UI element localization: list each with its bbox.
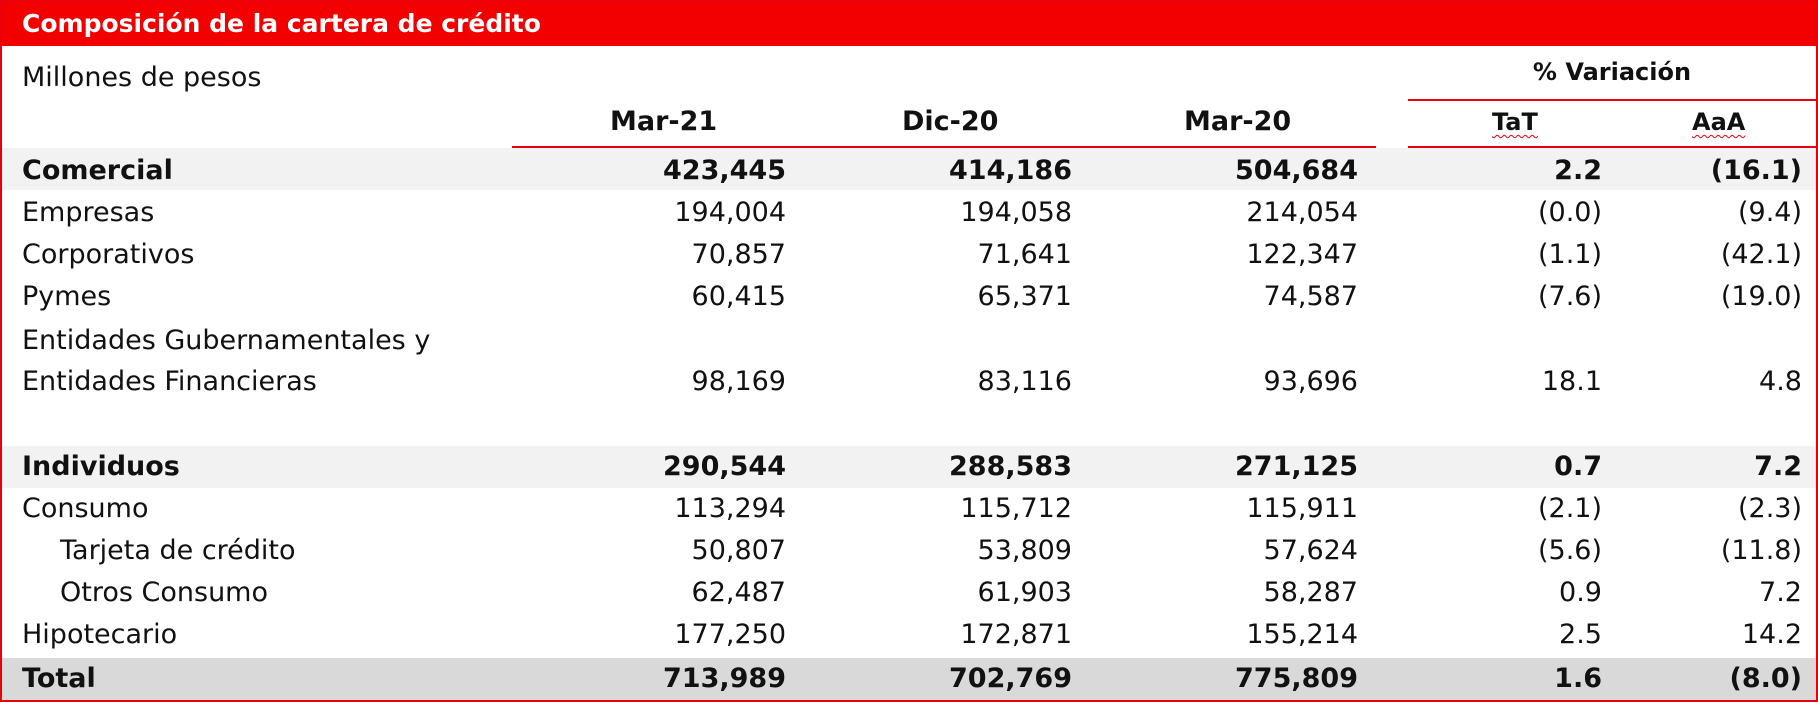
cell-dic20: 65,371 — [977, 281, 1072, 312]
cell-aaa: (9.4) — [1737, 197, 1802, 228]
cell-mar21: 60,415 — [691, 281, 786, 312]
cell-mar20: 775,809 — [1235, 663, 1358, 694]
cell-tat: (2.1) — [1537, 493, 1602, 524]
cell-aaa: (16.1) — [1710, 155, 1802, 186]
table-title: Composición de la cartera de crédito — [2, 2, 1816, 46]
column-header-mar21: Mar-21 — [610, 106, 718, 137]
cell-tat: (1.1) — [1537, 239, 1602, 270]
cell-aaa: 7.2 — [1754, 451, 1802, 482]
cell-aaa: 14.2 — [1741, 619, 1802, 650]
column-header-tat: TaT — [1492, 108, 1538, 136]
cell-tat: 2.5 — [1559, 619, 1602, 650]
row-label: Entidades Financieras — [22, 366, 317, 397]
row-label: Empresas — [22, 197, 155, 228]
cell-aaa: (19.0) — [1720, 281, 1802, 312]
cell-mar21: 62,487 — [691, 577, 786, 608]
cell-dic20: 702,769 — [949, 663, 1072, 694]
cell-aaa: (42.1) — [1720, 239, 1802, 270]
cell-tat: 0.9 — [1559, 577, 1602, 608]
cell-mar20: 57,624 — [1263, 535, 1358, 566]
table-row — [2, 614, 1816, 656]
cell-tat: 1.6 — [1554, 663, 1602, 694]
cell-tat: 0.7 — [1554, 451, 1602, 482]
row-label: Total — [22, 663, 96, 694]
table-row — [2, 320, 1816, 362]
row-label: Entidades Gubernamentales y — [22, 325, 431, 356]
cell-mar21: 70,857 — [691, 239, 786, 270]
cell-aaa: 7.2 — [1759, 577, 1802, 608]
variation-header: % Variación — [1532, 58, 1692, 86]
cell-tat: (5.6) — [1537, 535, 1602, 566]
cell-dic20: 414,186 — [949, 155, 1072, 186]
variation-underline — [1408, 99, 1816, 101]
cell-mar21: 98,169 — [691, 366, 786, 397]
cell-aaa: 4.8 — [1759, 366, 1802, 397]
cell-mar21: 194,004 — [674, 197, 786, 228]
cell-mar21: 50,807 — [691, 535, 786, 566]
cell-tat: 18.1 — [1541, 366, 1602, 397]
cell-tat: (0.0) — [1537, 197, 1602, 228]
cell-aaa: (2.3) — [1737, 493, 1802, 524]
cell-tat: 2.2 — [1554, 155, 1602, 186]
cell-mar21: 290,544 — [663, 451, 786, 482]
cell-mar21: 177,250 — [674, 619, 786, 650]
table-row — [2, 276, 1816, 318]
cell-mar20: 58,287 — [1263, 577, 1358, 608]
cell-mar20: 271,125 — [1235, 451, 1358, 482]
cell-mar20: 93,696 — [1263, 366, 1358, 397]
cell-dic20: 172,871 — [960, 619, 1072, 650]
cell-mar20: 504,684 — [1235, 155, 1358, 186]
cell-mar21: 113,294 — [674, 493, 786, 524]
cell-mar21: 423,445 — [663, 155, 786, 186]
row-label: Otros Consumo — [60, 577, 268, 608]
row-label: Comercial — [22, 155, 173, 186]
cell-aaa: (11.8) — [1720, 535, 1802, 566]
table-row — [2, 234, 1816, 276]
cell-mar20: 214,054 — [1246, 197, 1358, 228]
row-label: Consumo — [22, 493, 149, 524]
column-header-mar20: Mar-20 — [1184, 106, 1292, 137]
cell-mar21: 713,989 — [663, 663, 786, 694]
cell-dic20: 115,712 — [960, 493, 1072, 524]
row-label: Hipotecario — [22, 619, 178, 650]
row-label: Pymes — [22, 281, 112, 312]
table-row — [2, 361, 1816, 403]
column-header-aaa: AaA — [1692, 108, 1746, 136]
row-label: Corporativos — [22, 239, 195, 270]
row-label: Tarjeta de crédito — [60, 535, 296, 566]
cell-mar20: 155,214 — [1246, 619, 1358, 650]
table-row — [2, 192, 1816, 234]
table-row — [2, 530, 1816, 572]
table-row — [2, 446, 1816, 488]
units-subtitle: Millones de pesos — [22, 62, 262, 93]
cell-dic20: 83,116 — [977, 366, 1072, 397]
cell-dic20: 288,583 — [949, 451, 1072, 482]
cell-mar20: 115,911 — [1246, 493, 1358, 524]
cell-dic20: 194,058 — [960, 197, 1072, 228]
row-label: Individuos — [22, 451, 180, 482]
table-row — [2, 572, 1816, 614]
cell-dic20: 71,641 — [977, 239, 1072, 270]
cell-mar20: 122,347 — [1246, 239, 1358, 270]
table-row-total — [2, 658, 1816, 700]
cell-tat: (7.6) — [1537, 281, 1602, 312]
cell-dic20: 61,903 — [977, 577, 1072, 608]
column-header-dic20: Dic-20 — [902, 106, 999, 137]
cell-mar20: 74,587 — [1263, 281, 1358, 312]
cell-dic20: 53,809 — [977, 535, 1072, 566]
table-row — [2, 488, 1816, 530]
cell-aaa: (8.0) — [1729, 663, 1802, 694]
table-row — [2, 150, 1816, 192]
